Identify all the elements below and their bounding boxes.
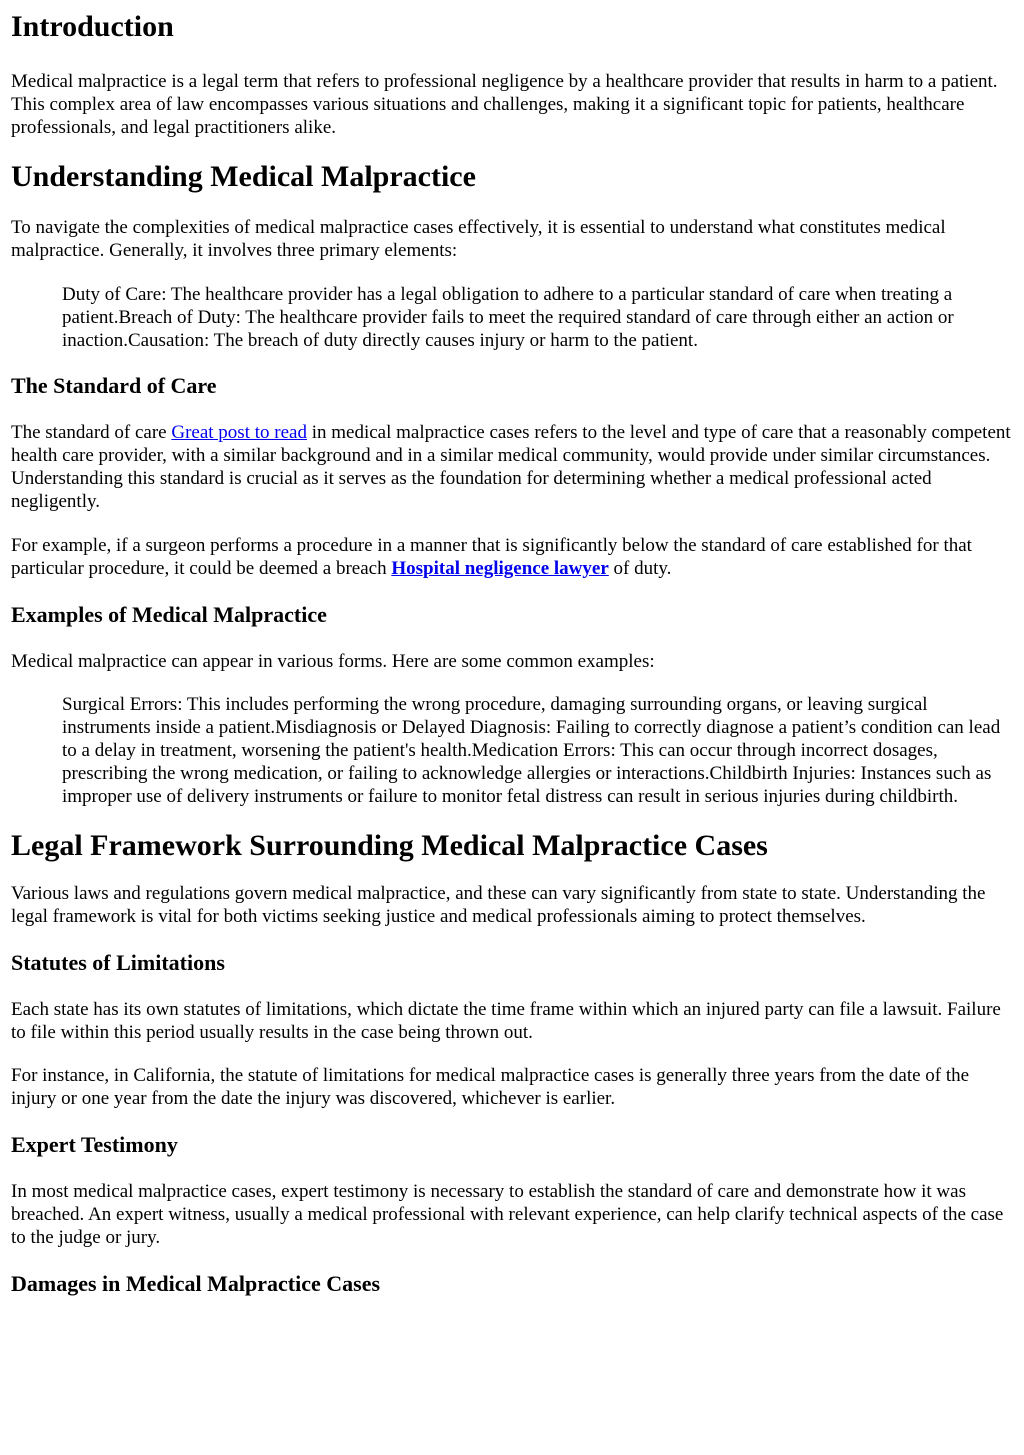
heading-understanding: Understanding Medical Malpractice <box>11 160 476 193</box>
examples-blockquote: Surgical Errors: This includes performing the wrong procedure, damaging surrounding organs, or leaving surgical instruments inside a patient.Misdiagnosis or Delayed Diagnosis: Failing to correctly diagnose a patient’s condition can lead to a delay in treatment, worsening the patient's health.Medication Errors: This can occur through incorrect dosages, prescribing the wrong medication, or failing to acknowledge allergies or interactions.Childbirth Injuries: Instances such as improper use of delivery instruments or failure to monitor fetal distress can result in serious injuries during childbirth. <box>62 694 1001 807</box>
great-post-link[interactable]: Great post to read <box>171 422 307 443</box>
paragraph-intro: Medical malpractice is a legal term that refers to professional negligence by a healthcare provider that results in harm to a patient. This complex area of law encompasses various situations and challenges, making it a significant topic for patients, healthcare professionals, and legal practitioners alike. <box>11 71 998 138</box>
heading-legal-framework: Legal Framework Surrounding Medical Malpractice Cases <box>11 829 768 862</box>
standard-text-before: The standard of care <box>11 422 172 443</box>
paragraph-legal: Various laws and regulations govern medical malpractice, and these can vary significantly from state to state. Understanding the legal framework is vital for both victims seeking justice and medical professionals aiming to protect themselves. <box>11 883 986 927</box>
heading-expert: Expert Testimony <box>11 1132 178 1157</box>
elements-blockquote: Duty of Care: The healthcare provider has a legal obligation to adhere to a particular standard of care when treating a patient.Breach of Duty: The healthcare provider fails to meet the required standard of care through either an action or inaction.Causation: The breach of duty directly causes injury or harm to the patient. <box>62 284 954 351</box>
article <box>0 9 1024 1297</box>
standard-text-after: in medical malpractice cases refers to the level and type of care that a reasonably competent health care provider, with a similar background and in a similar medical community, would provide under similar circumstances. Understanding this standard is crucial as it serves as the foundation for determining whether a medical professional acted negligently. <box>11 422 1011 512</box>
paragraph-standard-2 <box>11 534 1013 580</box>
paragraph-statutes-1: Each state has its own statutes of limitations, which dictate the time frame within which an injured party can file a lawsuit. Failure to file within this period usually results in the case being thrown out. <box>11 999 1001 1043</box>
paragraph-statutes-2: For instance, in California, the statute of limitations for medical malpractice cases is generally three years from the date of the injury or one year from the date the injury was discovered, whichever is earlier. <box>11 1065 970 1109</box>
paragraph-expert: In most medical malpractice cases, expert testimony is necessary to establish the standard of care and demonstrate how it was breached. An expert witness, usually a medical professional with relevant experience, can help clarify technical aspects of the case to the judge or jury. <box>11 1181 1004 1248</box>
paragraph-standard-1 <box>11 421 1013 513</box>
heading-damages: Damages in Medical Malpractice Cases <box>11 1271 381 1296</box>
heading-standard-of-care: The Standard of Care <box>11 373 217 398</box>
example-text-after: of duty. <box>608 558 672 579</box>
hospital-negligence-lawyer-link[interactable]: Hospital negligence lawyer <box>391 558 609 579</box>
heading-introduction: Introduction <box>11 10 174 43</box>
paragraph-understanding: To navigate the complexities of medical malpractice cases effectively, it is essential to understand what constitutes medical malpractice. Generally, it involves three primary elements: <box>11 217 946 261</box>
example-text-before: For example, if a surgeon performs a procedure in a manner that is significantly below the standard of care established for that particular procedure, it could be deemed a breach <box>11 535 972 579</box>
heading-examples: Examples of Medical Malpractice <box>11 602 327 627</box>
heading-statutes: Statutes of Limitations <box>11 950 225 975</box>
paragraph-examples: Medical malpractice can appear in various forms. Here are some common examples: <box>11 651 655 672</box>
